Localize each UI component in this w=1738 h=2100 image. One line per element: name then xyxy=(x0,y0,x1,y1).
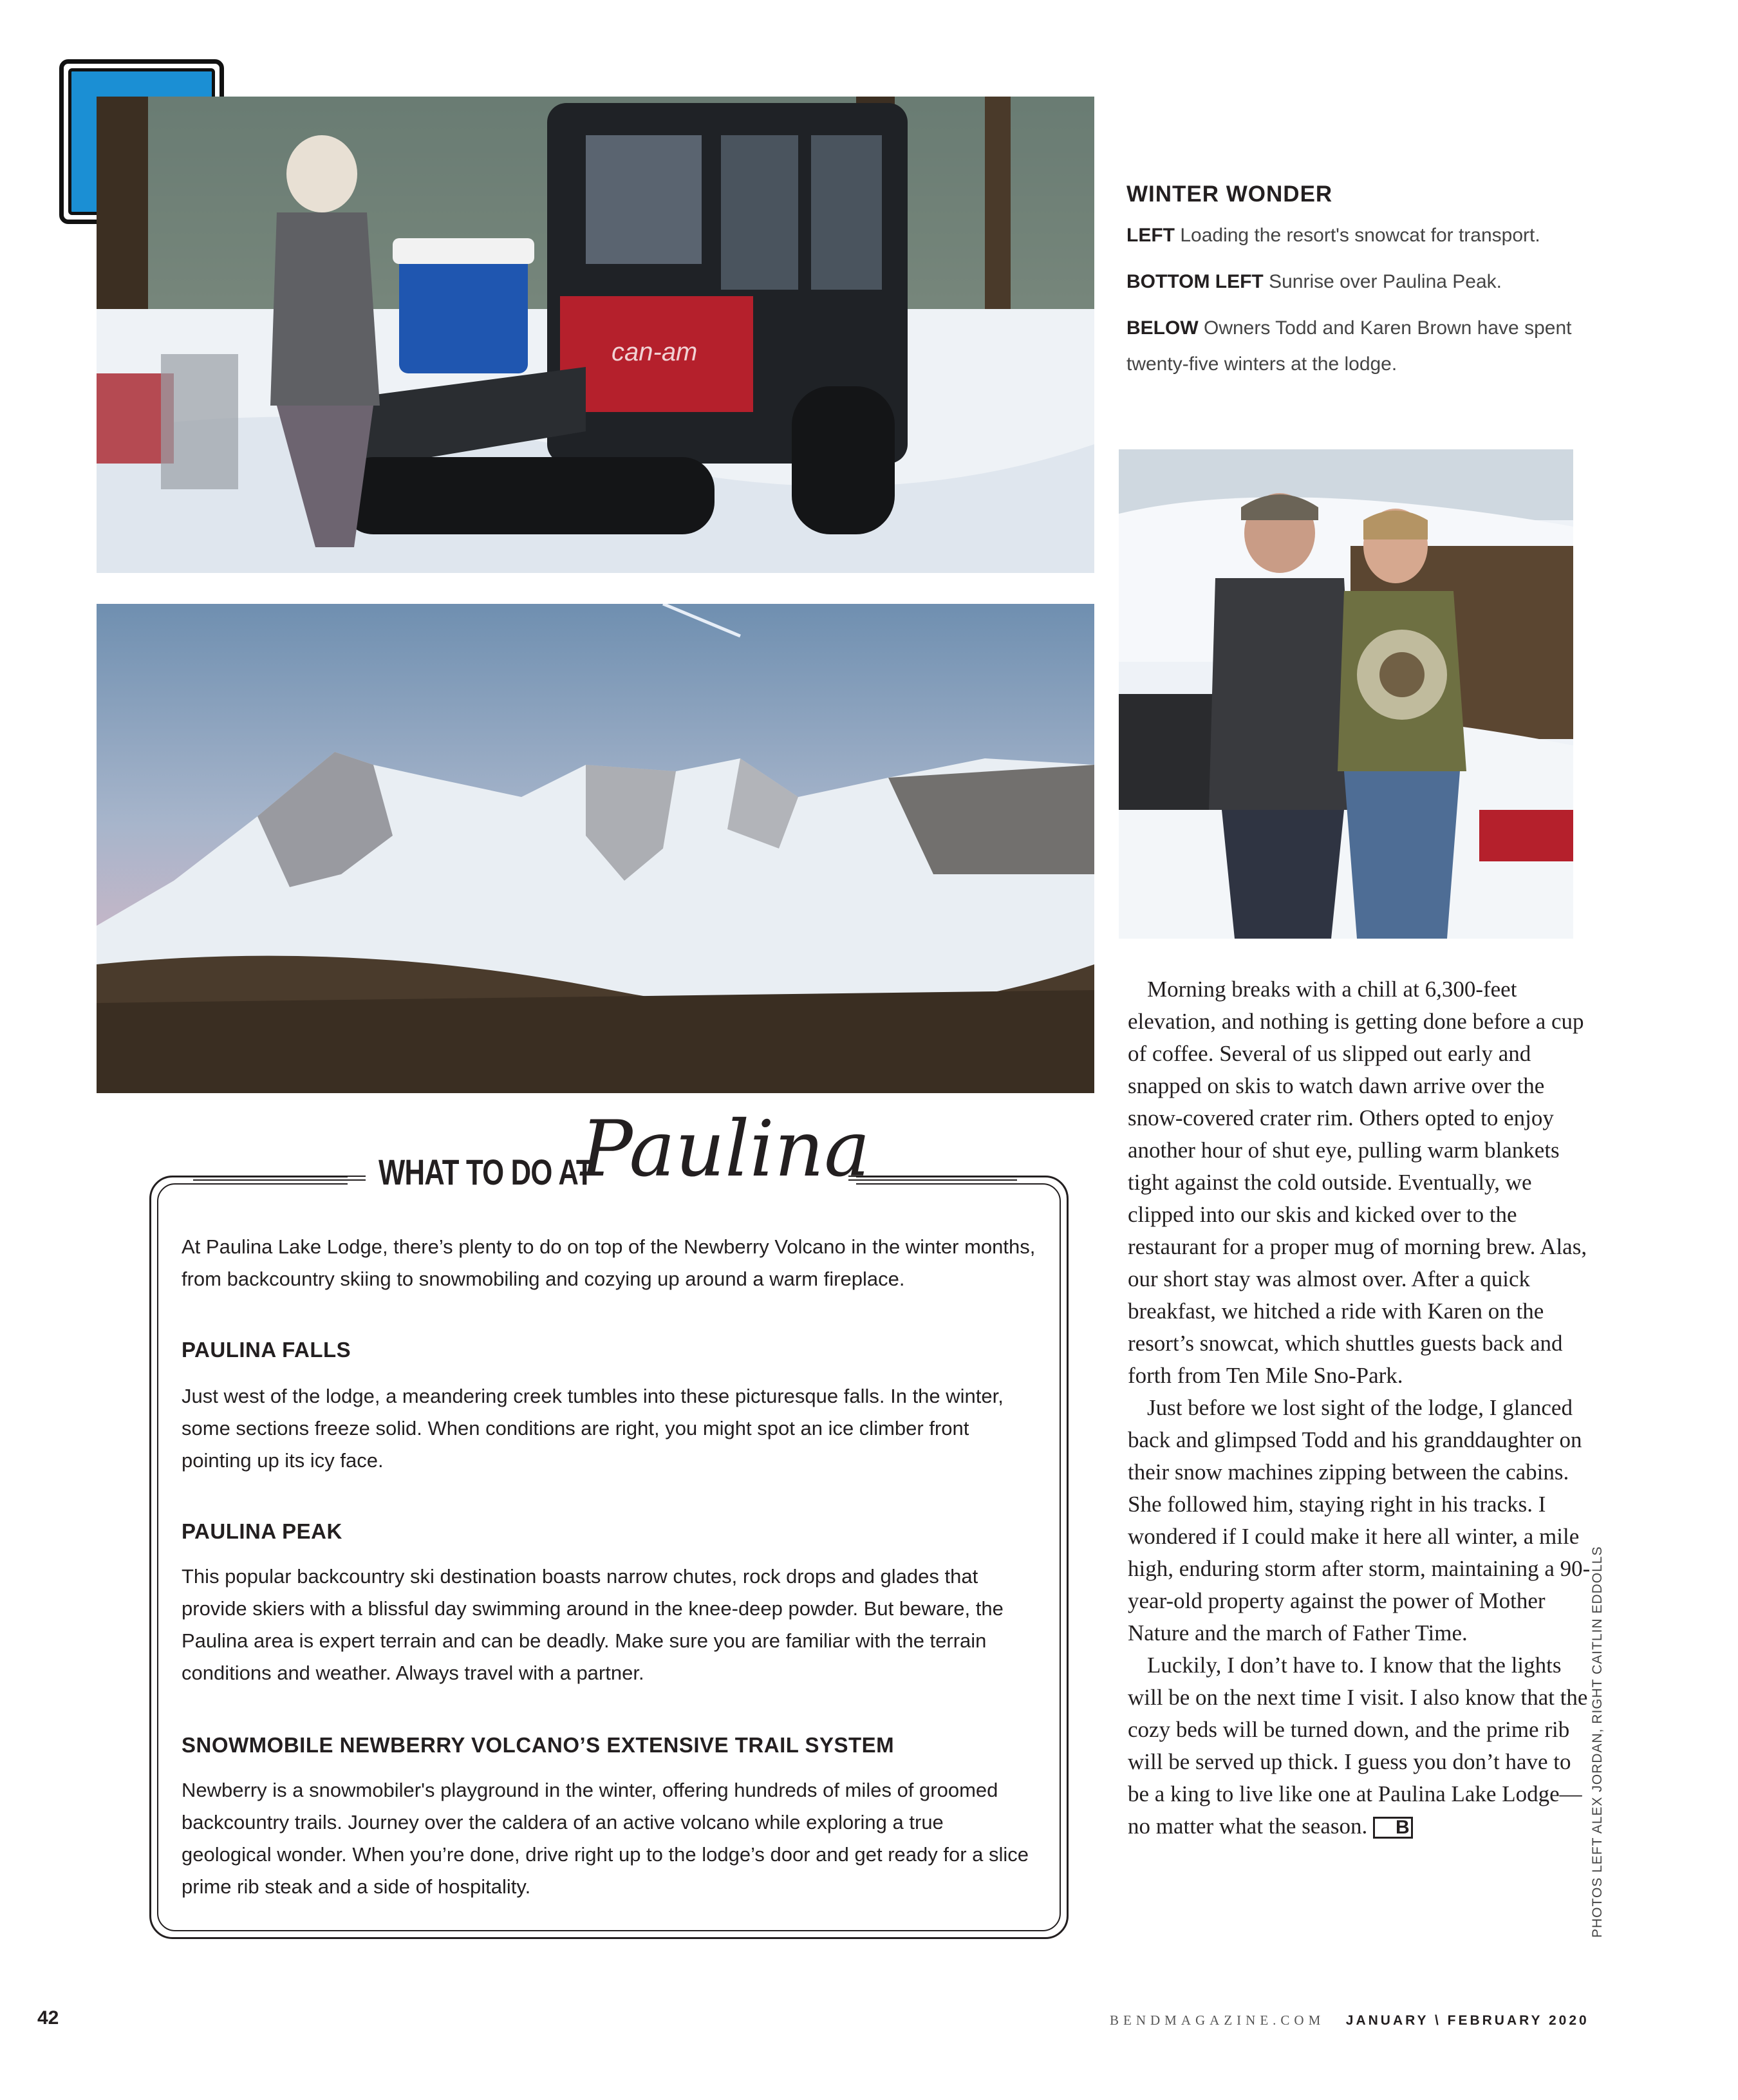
footer-site: BENDMAGAZINE.COM xyxy=(1110,2012,1325,2028)
body-paragraph-text: Luckily, I don’t have to. I know that the lights will be on the next time I visit. I also know that the cozy beds will be turned down, and the prime rib will be served up thick. I guess you don’t have to be a king to live like one at Paulina Lake Lodge—no matter what the season. xyxy=(1128,1653,1588,1839)
title-rule-right xyxy=(848,1176,1017,1181)
sidebar-title-prefix: WHAT TO DO AT xyxy=(378,1152,593,1192)
photo-snowcat xyxy=(97,97,1094,573)
caption-below xyxy=(1126,310,1590,382)
page-number: 42 xyxy=(37,2007,59,2029)
sidebar-text-falls: Just west of the lodge, a meandering creek tumbles into these picturesque falls. In the winter, some sections freeze solid. When conditions are right, you might spot an ice climber front pointing up its icy face. xyxy=(182,1385,1004,1472)
article-body xyxy=(1128,973,1591,1842)
body-paragraph xyxy=(1128,1649,1591,1842)
end-mark: B xyxy=(1373,1817,1413,1839)
sidebar-title-script: Paulina xyxy=(581,1105,870,1194)
sidebar-text-snowmobile: Newberry is a snowmobiler's playground in the winter, offering hundreds of miles of groomed backcountry trails. Journey over the caldera of an active volcano while exploring a true geological wonder. When you’re done, drive right up to the lodge’s door and get ready for a slice prime rib steak and a side of hospitality. xyxy=(182,1779,1029,1898)
caption-text: Sunrise over Paulina Peak. xyxy=(1269,271,1502,292)
footer-date: JANUARY \ FEBRUARY 2020 xyxy=(1345,2013,1589,2028)
footer-line xyxy=(1110,2012,1589,2029)
photo-paulina-peak xyxy=(97,604,1094,1093)
caption-label: LEFT xyxy=(1126,225,1175,246)
photo-credit: PHOTOS LEFT ALEX JORDAN, RIGHT CAITLIN EDDOLLS xyxy=(1590,1546,1605,1938)
caption-title: WINTER WONDER xyxy=(1126,182,1333,207)
caption-label: BELOW xyxy=(1126,317,1199,339)
body-paragraph: Just before we lost sight of the lodge, I glanced back and glimpsed Todd and his granddaughter on their snow machines zipping between the cabins. She followed him, staying right in his tracks. I wondered if I could make it here all winter, a mile high, enduring storm after storm, maintaining a 90-year-old property against the power of Mother Nature and the march of Father Time. xyxy=(1128,1395,1591,1645)
svg-text:can-am: can-am xyxy=(612,338,698,366)
sidebar-heading-snowmobile: SNOWMOBILE NEWBERRY VOLCANO’S EXTENSIVE TRAIL SYSTEM xyxy=(182,1733,895,1757)
caption-left xyxy=(1126,218,1590,254)
photo-owners xyxy=(1119,449,1573,939)
caption-bottom-left xyxy=(1126,264,1590,300)
sidebar-heading-peak: PAULINA PEAK xyxy=(182,1519,342,1543)
caption-label: BOTTOM LEFT xyxy=(1126,271,1264,292)
caption-text: Loading the resort's snowcat for transport. xyxy=(1180,225,1540,246)
sidebar-intro: At Paulina Lake Lodge, there’s plenty to do on top of the Newberry Volcano in the winter months, from backcountry skiing to snowmobiling and cozying up around a warm fireplace. xyxy=(182,1235,1036,1290)
body-paragraph: Morning breaks with a chill at 6,300-feet elevation, and nothing is getting done before a cup of coffee. Several of us slipped out early and snapped on skis to watch dawn arrive over the snow-covered crater rim. Others opted to enjoy another hour of shut eye, pulling warm blankets tight against the cold outside. Eventually, we clipped into our skis and kicked over to the restaurant for a proper mug of morning brew. Alas, our short stay was almost over. After a quick breakfast, we hitched a ride with Karen on the resort’s snowcat, which shuttles guests back and forth from Ten Mile Sno-Park. xyxy=(1128,977,1587,1388)
sidebar-text-peak: This popular backcountry ski destination boasts narrow chutes, rock drops and glades that provide skiers with a blissful day swimming around in the knee-deep powder. But beware, the Paulina area is expert terrain and can be deadly. Make sure you are familiar with the terrain conditions and weather. Always travel with a partner. xyxy=(182,1565,1004,1684)
title-rule-left xyxy=(193,1176,366,1181)
caption-text: Owners Todd and Karen Brown have spent twenty-five winters at the lodge. xyxy=(1126,317,1572,375)
sidebar-heading-falls: PAULINA FALLS xyxy=(182,1338,351,1362)
